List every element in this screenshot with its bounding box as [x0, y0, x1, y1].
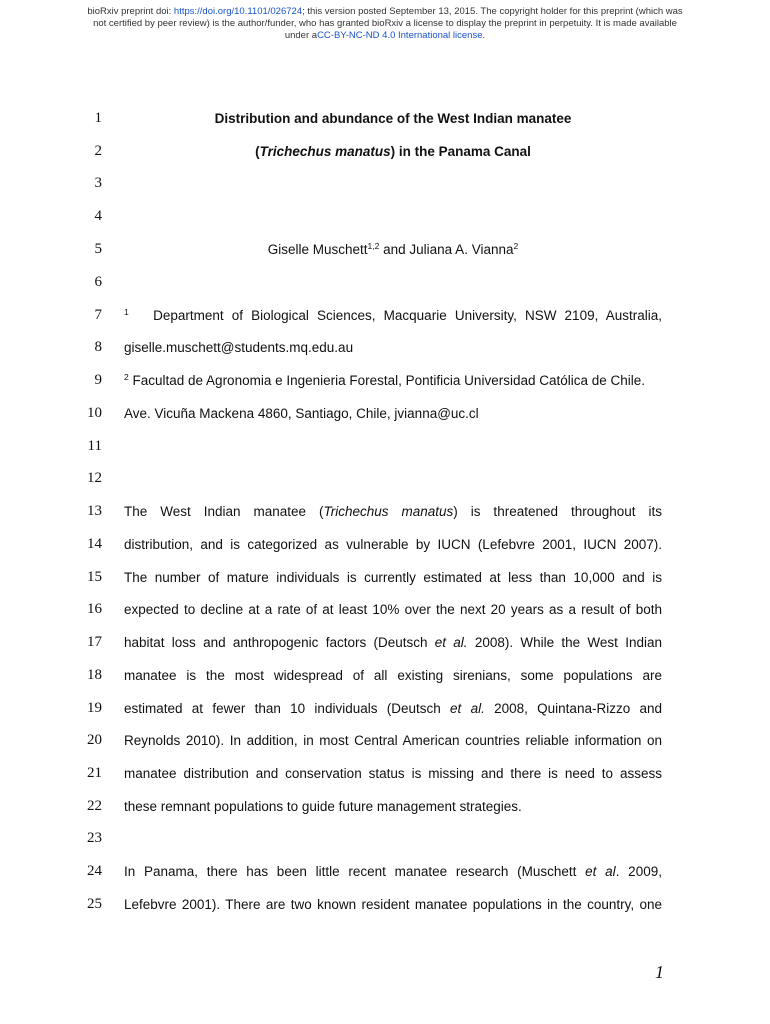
line-number: 13 [87, 503, 102, 519]
species-name: Trichechus manatus [259, 144, 391, 159]
line-number: 9 [94, 372, 102, 388]
body-line-15: The number of mature individuals is currently estimated at less than 10,000 and is [124, 570, 662, 585]
line-number: 8 [94, 339, 102, 355]
body-line-17: habitat loss and anthropogenic factors (Deutsch et al. 2008). While the West Indian [124, 635, 662, 650]
line-number: 25 [87, 896, 102, 912]
body-line-21: manatee distribution and conservation status is missing and there is need to assess [124, 766, 662, 781]
line-number: 7 [94, 307, 102, 323]
body-line-18: manatee is the most widespread of all existing sirenians, some populations are [124, 668, 662, 683]
body-line-25: Lefebvre 2001). There are two known resident manatee populations in the country, one [124, 897, 662, 912]
line-number: 23 [87, 830, 102, 846]
line-number: 16 [87, 601, 102, 617]
license-link[interactable]: CC-BY-NC-ND 4.0 International license [317, 30, 483, 41]
banner-line-3: under aCC-BY-NC-ND 4.0 International license. [284, 30, 486, 41]
body-line-22: these remnant populations to guide future management strategies. [124, 799, 522, 814]
affiliation-2-line-2: Ave. Vicuña Mackena 4860, Santiago, Chile, jvianna@uc.cl [124, 406, 479, 421]
line-number: 19 [87, 700, 102, 716]
affiliation-1-email: giselle.muschett@students.mq.edu.au [124, 340, 354, 355]
preprint-banner [40, 6, 730, 42]
body-line-13: The West Indian manatee (Trichechus manatus) is threatened throughout its [124, 504, 662, 519]
body-line-20: Reynolds 2010). In addition, in most Central American countries reliable information on [124, 733, 662, 748]
line-number: 12 [87, 470, 102, 486]
line-number: 5 [94, 241, 102, 257]
affiliation-2-line-1: $^2$ Facultad de Agronomia e Ingenieria Forestal, Pontificia Universidad Católica de Chile. [124, 372, 646, 388]
page-number: 1 [655, 962, 664, 982]
affiliation-1-line-1: $^1$ Department of Biological Sciences, Macquarie University, NSW 2109, Australia, [124, 307, 662, 323]
line-number: 24 [87, 863, 102, 879]
line-number: 2 [94, 143, 102, 159]
line-number: 15 [87, 569, 102, 585]
line-number: 1 [94, 110, 102, 126]
line-number: 11 [87, 438, 102, 454]
body-line-19: estimated at fewer than 10 individuals (Deutsch et al. 2008, Quintana-Rizzo and [124, 701, 663, 716]
authors: Giselle Muschett$^{1,2}$ and Juliana A. Vianna$^2$ [267, 241, 519, 257]
line-number: 18 [87, 667, 102, 683]
line-number: 17 [87, 634, 102, 650]
line-number: 20 [87, 732, 102, 748]
line-number: 10 [87, 405, 102, 421]
doi-link[interactable]: https://doi.org/10.1101/026724 [173, 6, 303, 17]
body-line-24: In Panama, there has been little recent manatee research (Muschett et al. 2009, [124, 864, 662, 879]
line-number: 21 [87, 765, 102, 781]
banner-line-1: bioRxiv preprint doi: https://doi.org/10.1101/026724; this version posted September 13, 2015. The copyright holder for this preprint (which was [87, 6, 683, 17]
body-line-14: distribution, and is categorized as vulnerable by IUCN (Lefebvre 2001, IUCN 2007). [124, 537, 662, 552]
body-line-16: expected to decline at a rate of at least 10% over the next 20 years as a result of both [124, 602, 662, 617]
line-number: 14 [87, 536, 102, 552]
line-number: 3 [94, 175, 102, 191]
line-number: 22 [87, 798, 102, 814]
title-line-1: Distribution and abundance of the West Indian manatee [214, 111, 572, 126]
line-number: 4 [94, 208, 102, 224]
title-line-2: (Trichechus manatus) in the Panama Canal [255, 144, 531, 159]
banner-line-2: not certified by peer review) is the author/funder, who has granted bioRxiv a license to display the preprint in perpetuity. It is made available [93, 18, 677, 29]
line-number: 6 [94, 274, 102, 290]
